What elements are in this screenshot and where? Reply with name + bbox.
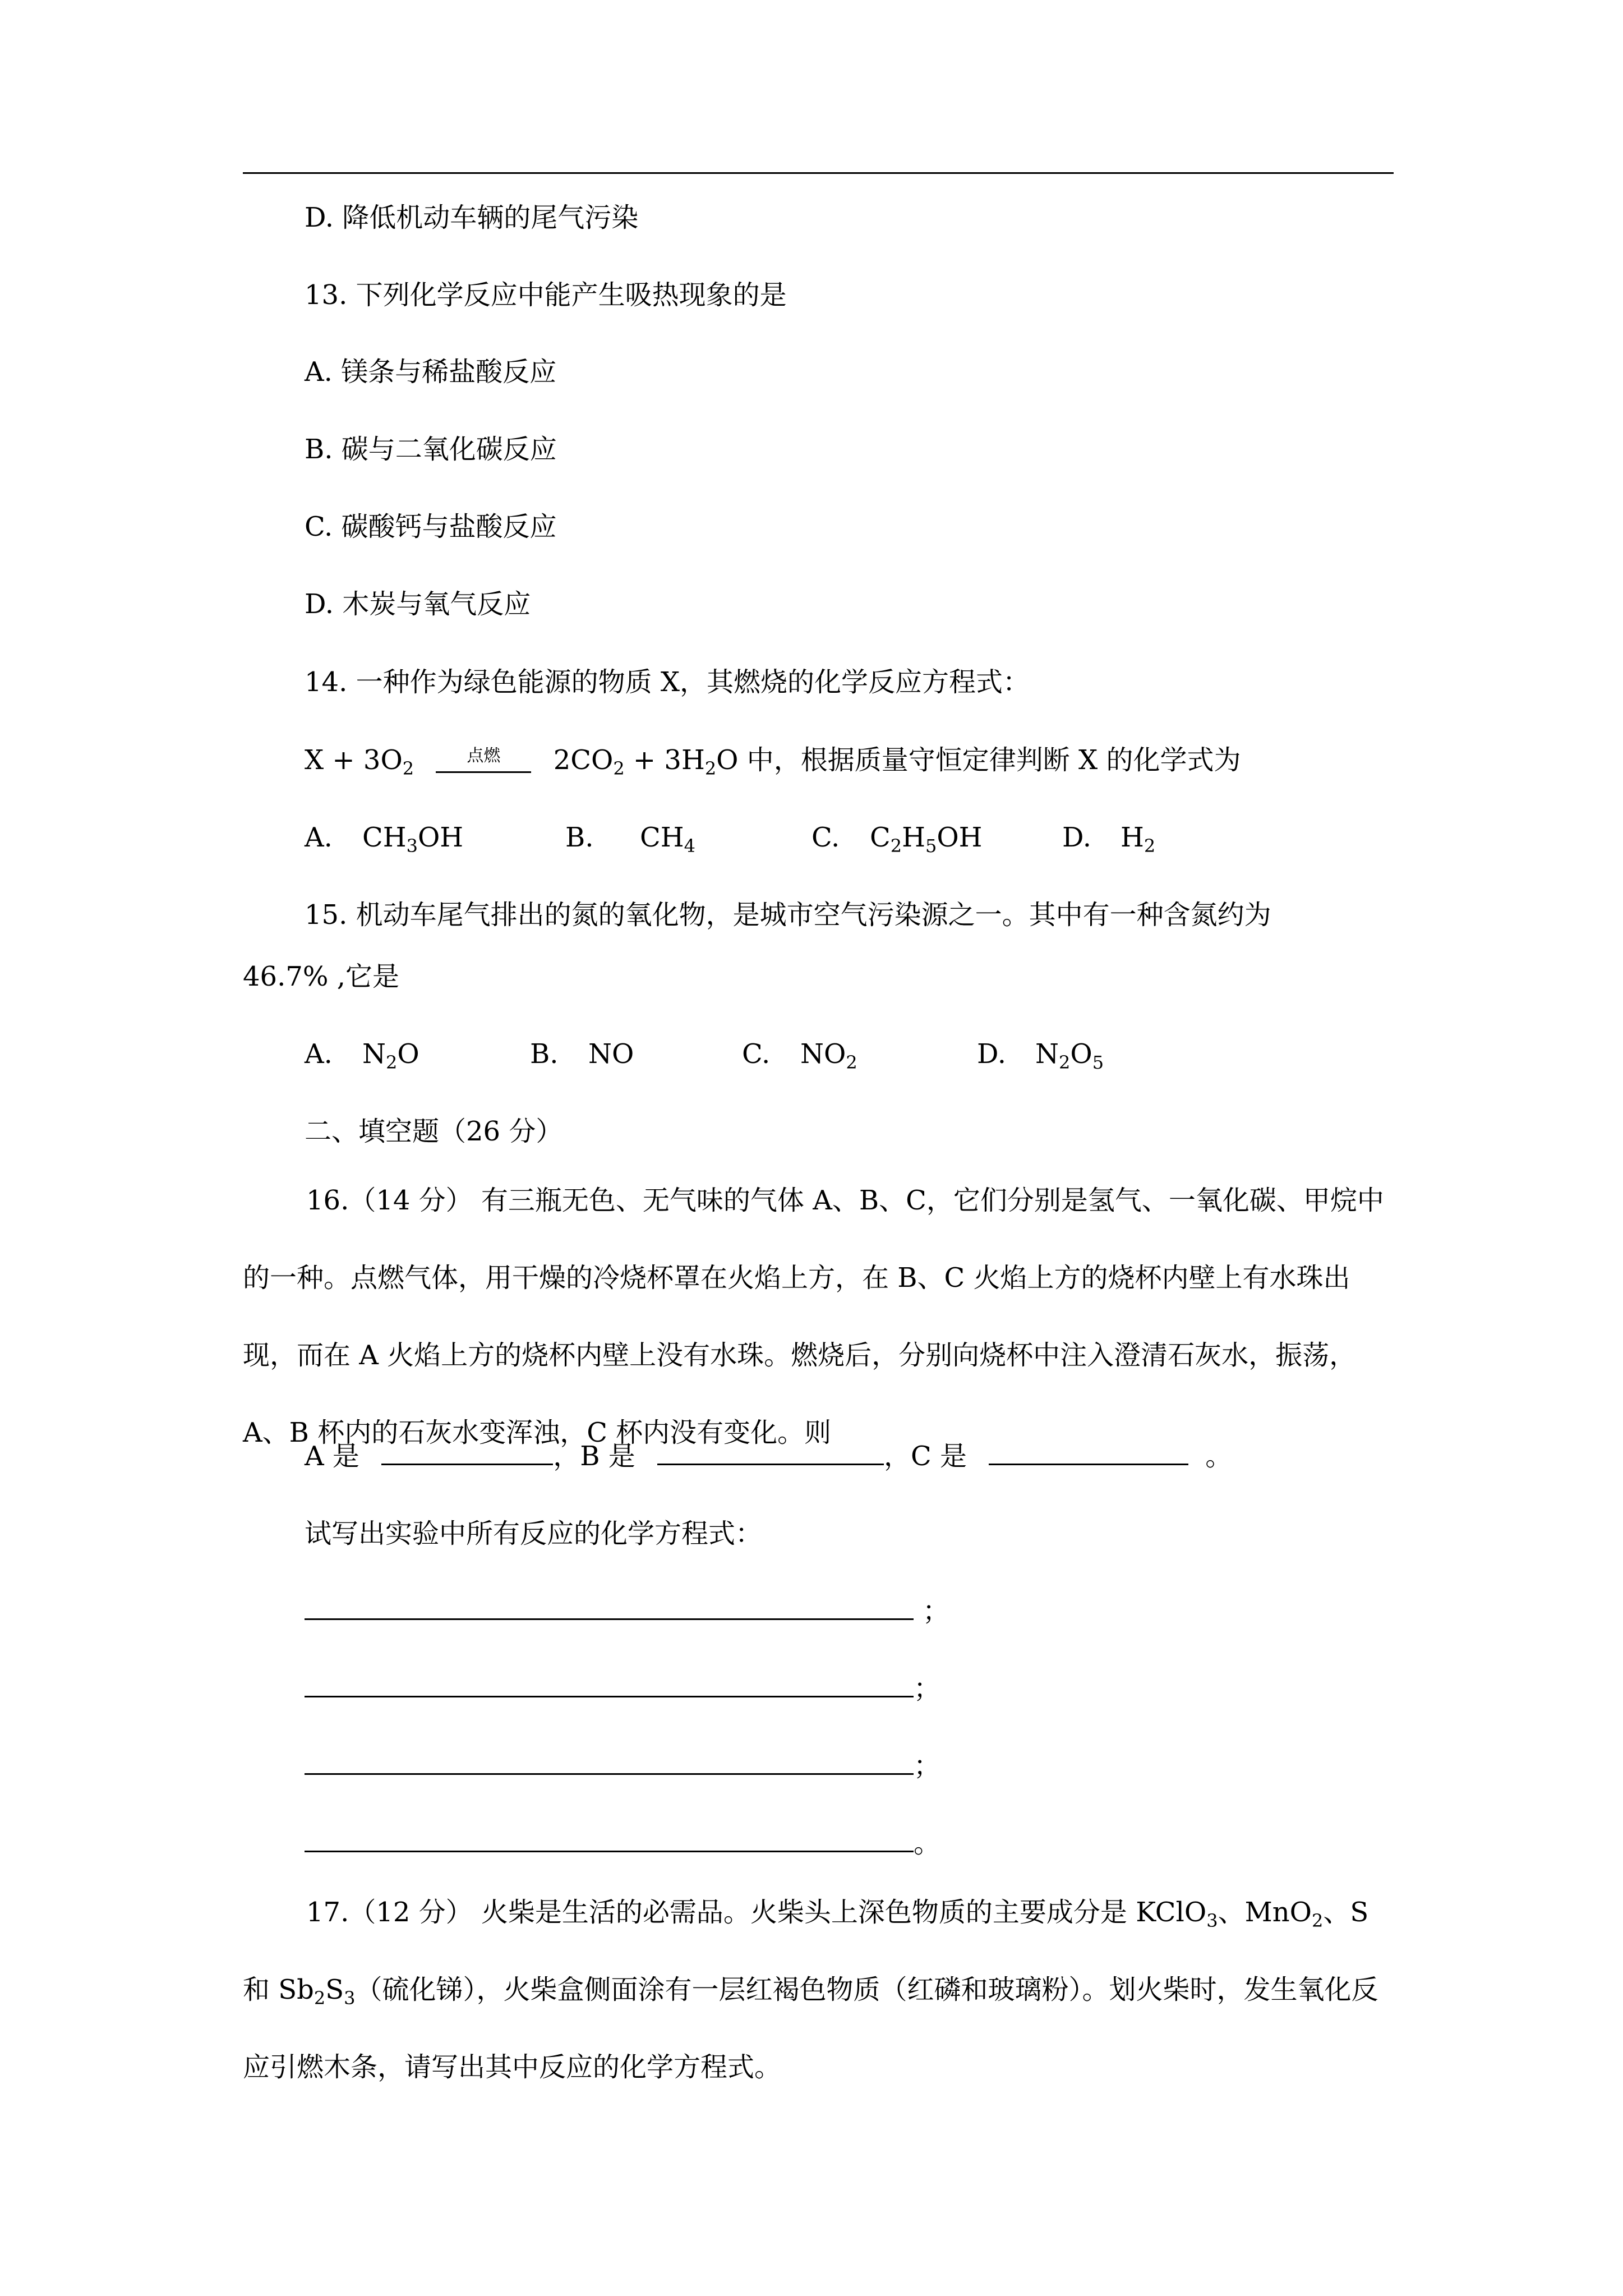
eq-sub: 2 [704, 758, 717, 779]
q16-a-label: A 是 [305, 1441, 359, 1472]
q17-text: 17.（12 分） 火柴是生活的必需品。火柴头上深色物质的主要成分是 KClO$_3$、MnO$_2$、S 和 $Sb_2S_3$（硫化锑），火柴盒侧面涂有一层红褐色物质（红磷和玻璃粉）。划火柴时，发生氧化反应引燃木条，请写出其中反应的化学方程式。 [243, 1897, 1378, 2083]
q14-opt-d-letter: D. [1062, 822, 1092, 853]
q15-opt-a-letter: A. [305, 1038, 333, 1070]
q14-opt-b: $CH_4$ [640, 822, 695, 857]
q14-stem: 14. 一种作为绿色能源的物质 X，其燃烧的化学反应方程式： [305, 666, 1030, 698]
eq-sub: 2 [613, 758, 625, 779]
reaction-line [436, 771, 531, 773]
q15-opt-d-letter: D. [977, 1038, 1007, 1070]
eq-sub: 2 [402, 758, 414, 779]
q15-opt-c-letter: C. [742, 1038, 771, 1070]
q16-end: 。 [1205, 1441, 1233, 1472]
eq-right-1: 2CO [553, 744, 614, 776]
q14-equation [305, 743, 1241, 777]
q15-opt-b: NO [588, 1038, 634, 1070]
equation-blank-4[interactable] [305, 1828, 914, 1852]
q16-b-blank[interactable] [657, 1441, 884, 1465]
q16-prompt: 试写出实验中所有反应的化学方程式： [305, 1518, 763, 1549]
q14-opt-a: $CH_3OH$ [362, 822, 464, 857]
q16-a-blank[interactable] [381, 1441, 553, 1465]
eq-left: X + 3O [305, 744, 403, 776]
q13-option-b: B. 碳与二氧化碳反应 [305, 434, 557, 465]
q15-stem-2: 46.7% ,它是 [243, 961, 400, 992]
q16-equation-line-3: ； [305, 1749, 940, 1783]
q15-stem-1: 15. 机动车尾气排出的氮的氧化物，是城市空气污染源之一。其中有一种含氮约为 [305, 899, 1271, 931]
q14-opt-c-letter: C. [811, 822, 840, 853]
header-rule [243, 172, 1394, 174]
reaction-condition: 点燃 [467, 746, 501, 766]
q16-c-label: ，C 是 [884, 1441, 967, 1472]
q15-opt-b-letter: B. [530, 1038, 559, 1070]
reaction-arrow [436, 743, 531, 777]
eq-right-2: + 3H [624, 744, 705, 776]
section-2-title: 二、填空题（26 分） [305, 1116, 563, 1147]
q15-opt-c: $NO_2$ [800, 1038, 857, 1073]
q16-b-label: ，B 是 [553, 1441, 635, 1472]
q15-options [305, 1037, 1104, 1071]
equation-blank-3[interactable] [305, 1751, 914, 1775]
q16-equation-line-4: 。 [305, 1826, 940, 1860]
q12-option-d: D. 降低机动车辆的尾气污染 [305, 202, 639, 233]
equation-blank-2[interactable] [305, 1673, 914, 1697]
q16-text: 16.（14 分） 有三瓶无色、无气味的气体 A、B、C，它们分别是氢气、一氧化碳、甲烷中的一种。点燃气体，用干燥的冷烧杯罩在火焰上方，在 B、C 火焰上方的烧杯内壁上有水珠出现，而在 A 火焰上方的烧杯内壁上没有水珠。燃烧后，分别向烧杯中注入澄清石灰水，振荡，A、B 杯内的石灰水变浑浊，C 杯内没有变化。则 [243, 1185, 1384, 1448]
equation-blank-1[interactable] [305, 1596, 914, 1620]
eq-right-3: O 中，根据质量守恒定律判断 X 的化学式为 [716, 744, 1241, 776]
q14-options [305, 821, 1156, 857]
q16-equation-line-1: ； [305, 1594, 949, 1628]
q15-opt-a: $N_2O$ [362, 1038, 419, 1073]
q16-answer-blanks [305, 1439, 1232, 1473]
q13-stem: 13. 下列化学反应中能产生吸热现象的是 [305, 279, 787, 311]
q14-opt-a-letter: A. [305, 822, 333, 853]
q14-opt-b-letter: B. [565, 822, 594, 853]
q16-equation-line-2: ； [305, 1672, 940, 1705]
q14-opt-c: $C_2H_5OH$ [870, 822, 983, 857]
q15-opt-d: $N_2O_5$ [1035, 1038, 1104, 1073]
q13-option-a: A. 镁条与稀盐酸反应 [305, 356, 557, 388]
q14-opt-d: $H_2$ [1121, 822, 1156, 857]
q13-option-d: D. 木炭与氧气反应 [305, 588, 531, 620]
q16-c-blank[interactable] [989, 1441, 1188, 1465]
q13-option-c: C. 碳酸钙与盐酸反应 [305, 511, 557, 542]
